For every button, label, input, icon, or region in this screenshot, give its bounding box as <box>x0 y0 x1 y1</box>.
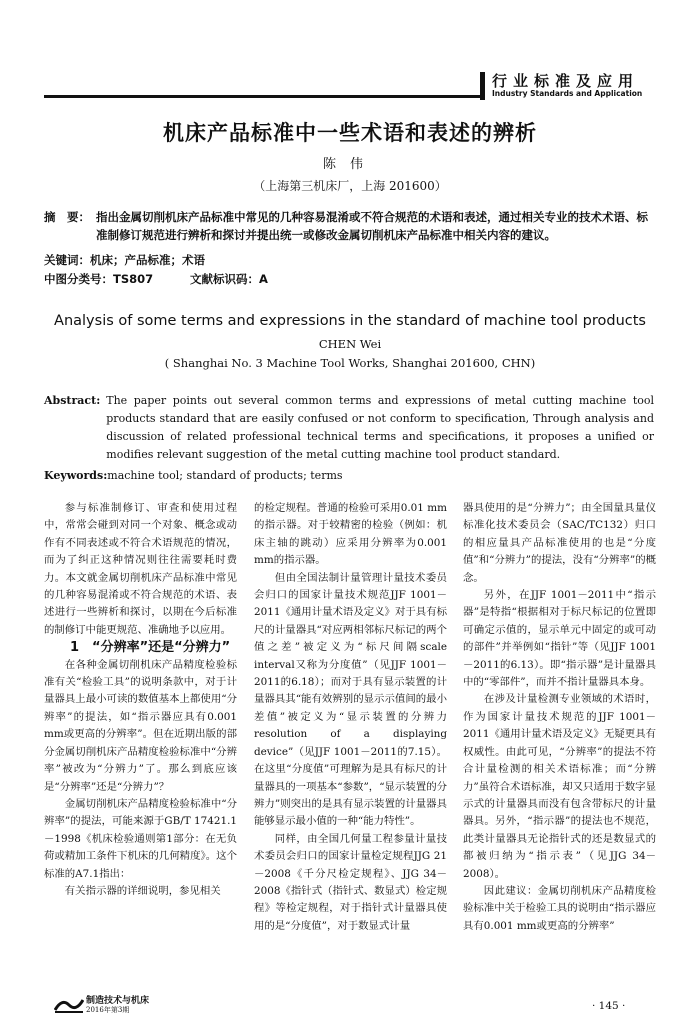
paragraph: 在涉及计量检测专业领域的术语时，作为国家计量技术规范的JJF 1001－2011《通用计量术语及定义》无疑更具有权威性。由此可见，“分辨率”的提法不符合计量检测的相关术语标准；而“分辨力”虽符合术语标准，却又只适用于数字显示式的计量器具而没有包含带标尺的计量器具。另外，“指示器”的提法也不规范，此类计量器具无论指针式的还是数显式的都被归纳为“指示表”（见JJG 34－2008）。 <box>463 693 656 880</box>
paragraph: 同样，由全国几何量工程参量计量技术委员会归口的国家计量检定规程JJG 21－2008《千分尺检定规程》、JJG 34－2008《指针式（指针式、数显式）检定规程》等检定规程，对于指针式计量器具使用的是“分度值”，对于数显式计量 <box>254 832 447 932</box>
journal-name: 制造技术与机床 <box>86 996 150 1006</box>
document-code: 文献标识码：A <box>190 272 268 286</box>
page-number: · 145 · <box>592 1000 626 1012</box>
issue-number: 2016年第3期 <box>86 1006 130 1014</box>
section-heading: 1 “分辨率”还是“分辨力” <box>70 640 231 656</box>
keywords-cn: 关键词：机床；产品标准；术语 <box>44 253 205 267</box>
clc-number: 中图分类号：TS807 <box>44 272 154 286</box>
column-header <box>480 70 650 102</box>
paragraph: 另外，在JJF 1001－2011中“指示器”是特指“根据相对于标尺标记的位置即可确定示值的，显示单元中固定的或可动的部件”并举例如“指针”等（见JJF 1001－2011的6.13）。即“指示器”是计量器具中的“零部件”，而并不指计量器具本身。 <box>463 589 656 689</box>
header-rule <box>44 95 484 98</box>
abstract-cn-text: 指出金属切削机床产品标准中常见的几种容易混淆或不符合规范的术语和表述，通过相关专业的技术术语、标准制修订规范进行辨析和探讨并提出统一或修改金属切削机床产品标准中相关内容的建议。 <box>96 210 648 242</box>
paper-title-en: Analysis of some terms and expressions in the standard of machine tool products <box>54 313 646 329</box>
paragraph: 参与标准制修订、审查和使用过程中，常常会碰到对同一个对象、概念或动作有不同表述或不符合术语规范的情况，而为了纠正这种情况则往往需要耗时费力。本文就金属切削机床产品标准中常见的几种容易混淆或不符合规范的术语、表述进行一些辨析和探讨，以期在今后标准的制修订中能更规范、准确地予以应用。 <box>44 502 237 636</box>
header-bar <box>480 72 485 100</box>
abstract-cn <box>44 208 654 244</box>
paper-title-cn: 机床产品标准中一些术语和表述的辨析 <box>163 121 537 145</box>
paragraph: 在各种金属切削机床产品精度检验标准有关“检验工具”的说明条款中，对于计量器具上最小可读的数值基本上都使用“分辨率”的提法，如“指示器应具有0.001 mm或更高的分辨率”。但在近期出版的部分金属切削机床产品精度检验标准中“分辨率”被改为“分辨力”了。那么到底应该是“分辨率”还是“分辨力”？ <box>44 658 237 793</box>
keywords-en-label: Keywords: <box>44 469 108 482</box>
abstract-en-label: Abstract: <box>44 394 101 407</box>
keywords-en-text: machine tool; standard of products; terms <box>107 469 343 482</box>
column-title-cn: 行业标准及应用 <box>492 72 640 90</box>
affiliation-cn: （上海第三机床厂，上海 201600） <box>253 179 447 193</box>
column-title-en: Industry Standards and Application <box>492 89 643 98</box>
paragraph: 器具使用的是“分辨力”；由全国量具量仪标准化技术委员会（SAC/TC132）归口的相应量具产品标准使用的也是“分度值”和“分辨力”的提法，没有“分辨率”的概念。 <box>463 502 656 584</box>
body-column-3 <box>463 500 656 935</box>
paragraph: 但由全国法制计量管理计量技术委员会归口的国家计量技术规范JJF 1001－2011《通用计量术语及定义》对于具有标尺的计量器具“对应两相邻标尺标记的两个值之差”被定义为“标尺间隔scale interval又称为分度值”（见JJF 1001－2011的6.18）；而对于具有显示装置的计量器具其“能有效辨别的显示示值间的最小差值”被定义为“显示装置的分辨力resolution of a displaying device”（见JJF 1001－2011的7.15）。在这里“分度值”可理解为是具有标尺的计量器具的一项基本“参数”，“显示装置的分辨力”则突出的是具有显示装置的计量器具能够显示最小值的一种“能力特性”。 <box>254 571 447 828</box>
paragraph: 金属切削机床产品精度检验标准中“分辨率”的提法，可能来源于GB/T 17421.1－1998《机床检验通则第1部分：在无负荷或精加工条件下机床的几何精度》。这个标准的A7.1指出： <box>44 797 237 880</box>
abstract-cn-label: 摘 要： <box>44 210 90 224</box>
paragraph: 有关指示器的详细说明，参见相关 <box>64 884 221 897</box>
body-column-1 <box>44 500 237 900</box>
keywords-en <box>44 469 343 482</box>
abstract-en-text: The paper points out several common terms and expressions of metal cutting machine tool products standard that are easily confused or not conform to specification, Through analysis and discussion of related professional technical terms and specifications, it proposes a unified or modifies relevant suggestion of the metal cutting machine tool product standard. <box>106 394 654 461</box>
paragraph: 的检定规程。普通的检验可采用0.01 mm的指示器。对于较精密的检验（例如：机床主轴的跳动）应采用分辨率为0.001 mm的指示器。 <box>254 502 447 567</box>
journal-logo <box>54 992 204 1018</box>
body-column-2 <box>254 500 447 935</box>
author-en: CHEN Wei <box>318 337 382 351</box>
paragraph: 因此建议：金属切削机床产品精度检验标准中关于检验工具的说明由“指示器应具有0.001 mm或更高的分辨率” <box>463 884 656 932</box>
journal-logo-icon <box>54 996 84 1014</box>
author-cn: 陈伟 <box>322 157 377 172</box>
abstract-en <box>44 392 654 464</box>
affiliation-en: ( Shanghai No. 3 Machine Tool Works, Shanghai 201600, CHN) <box>164 356 536 370</box>
